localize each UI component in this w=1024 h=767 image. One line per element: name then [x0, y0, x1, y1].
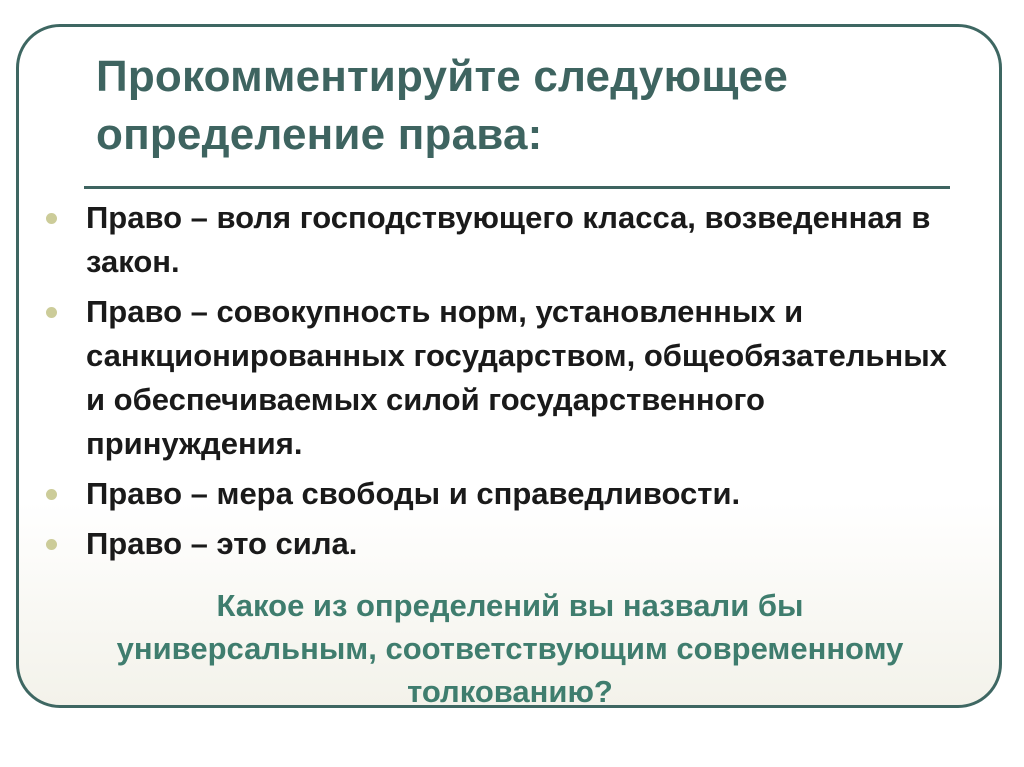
list-item-text: Право – мера свободы и справедливости.: [86, 476, 741, 511]
list-item: [46, 522, 966, 566]
slide-title: Прокомментируйте следующее определение права:: [96, 52, 789, 159]
list-item-text: Право – это сила.: [86, 526, 358, 561]
bullet-dot-icon: [46, 307, 57, 318]
list-item: [46, 196, 966, 284]
title-divider: [84, 186, 950, 189]
bullet-dot-icon: [46, 213, 57, 224]
list-item-text: Право – воля господствующего класса, возведенная в закон.: [86, 200, 931, 279]
bullet-dot-icon: [46, 489, 57, 500]
question-text: Какое из определений вы назвали бы универсальным, соответствующим современному толкованию?: [116, 588, 904, 709]
bullet-dot-icon: [46, 539, 57, 550]
list-item: [46, 290, 966, 466]
list-item-text: Право – совокупность норм, установленных и санкционированных государством, общеобязательных и обеспечиваемых силой государственного принуждения.: [86, 294, 947, 461]
definitions-list: [46, 196, 966, 572]
list-item: [46, 472, 966, 516]
